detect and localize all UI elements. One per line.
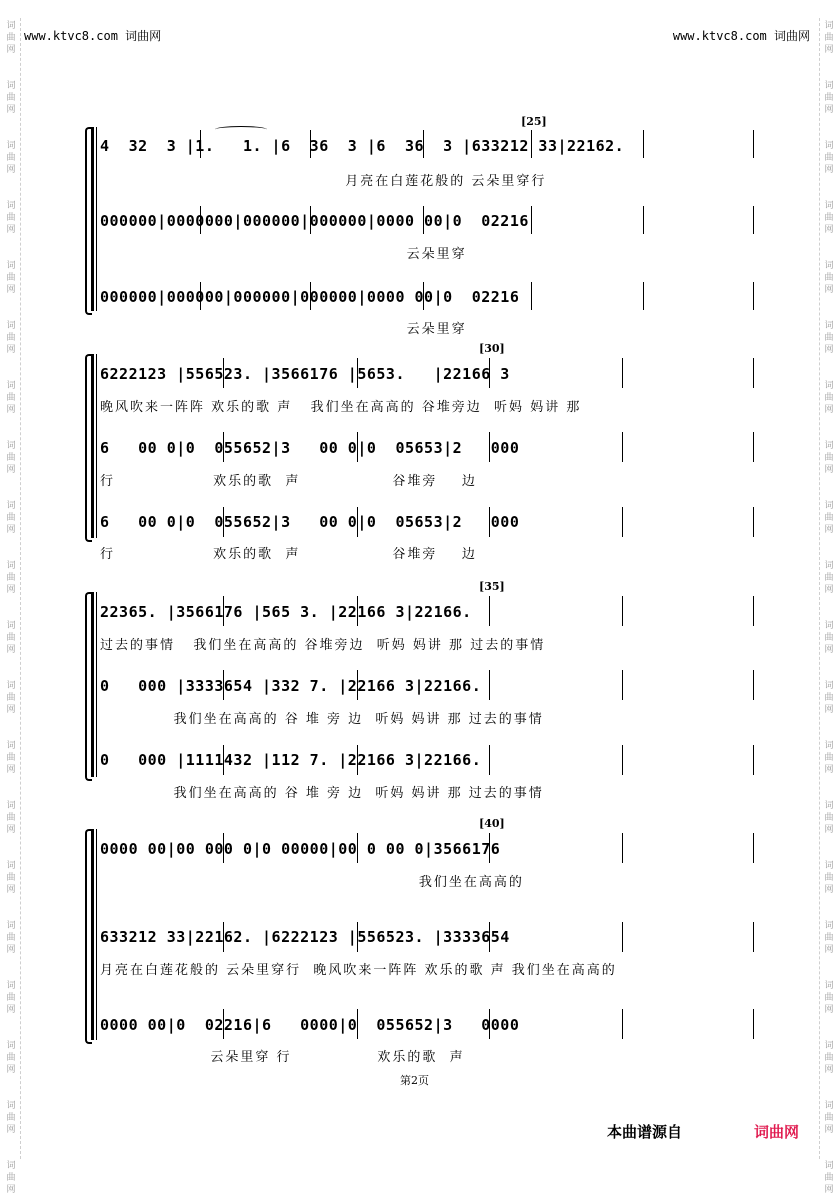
notation-line: 0000 00|00 000 0|0 00000|00 0 00 0|3566176 — [100, 840, 501, 858]
watermark-text: 词曲网 — [6, 1041, 16, 1075]
watermark-text: 词曲网 — [6, 321, 16, 355]
watermark-text: 词曲网 — [824, 561, 834, 595]
system-barline-thick — [91, 592, 94, 777]
site-header-right: www.ktvc8.com 词曲网 — [672, 29, 810, 43]
lyric-line: 行 欢乐的歌 声 谷堆旁 边 — [100, 547, 477, 562]
barline — [531, 206, 532, 234]
barline — [622, 670, 623, 700]
barline — [622, 358, 623, 388]
system-barline-thick — [91, 127, 94, 311]
barline — [622, 596, 623, 626]
watermark-text: 词曲网 — [824, 321, 834, 355]
measure-marker: [30] — [479, 342, 505, 355]
barline — [489, 596, 490, 626]
watermark-text: 词曲网 — [6, 801, 16, 835]
watermark-text: 词曲网 — [6, 21, 16, 55]
system-barline-thin — [96, 829, 97, 1040]
watermark-text: 词曲网 — [6, 621, 16, 655]
watermark-text: 词曲网 — [6, 921, 16, 955]
watermark-text: 词曲网 — [824, 21, 834, 55]
barline — [753, 358, 754, 388]
watermark-text: 词曲网 — [6, 981, 16, 1015]
measure-marker: [25] — [521, 115, 547, 128]
watermark-text: 词曲网 — [6, 1101, 16, 1135]
notation-line: 000000|0000000|000000|000000|0000 00|0 02216 — [100, 212, 529, 230]
barline — [643, 130, 644, 158]
watermark-text: 词曲网 — [824, 261, 834, 295]
watermark-text: 词曲网 — [6, 501, 16, 535]
watermark-text: 词曲网 — [824, 81, 834, 115]
barline — [753, 922, 754, 952]
barline — [753, 432, 754, 462]
barline — [489, 745, 490, 775]
notation-line: 22365. |3566176 |565 3. |22166 3|22166. — [100, 603, 472, 621]
barline — [531, 282, 532, 310]
watermark-column-right — [822, 20, 836, 1196]
watermark-text: 词曲网 — [6, 81, 16, 115]
lyric-line: 行 欢乐的歌 声 谷堆旁 边 — [100, 474, 477, 489]
watermark-text: 词曲网 — [6, 201, 16, 235]
notation-line: 6222123 |556523. |3566176 |5653. |22166 3 — [100, 365, 510, 383]
notation-line: 4 32 3 |1. 1. |6 36 3 |6 36 3 |633212 33|22162. — [100, 137, 625, 155]
lyric-line: 月亮在白莲花般的 云朵里穿行 — [100, 174, 547, 189]
barline — [622, 507, 623, 537]
watermark-text: 词曲网 — [824, 381, 834, 415]
brand-link[interactable]: 词曲网 — [754, 1123, 800, 1141]
watermark-text: 词曲网 — [6, 381, 16, 415]
watermark-text: 词曲网 — [824, 741, 834, 775]
system-barline-thick — [91, 354, 94, 538]
barline — [622, 432, 623, 462]
watermark-text: 词曲网 — [824, 1161, 834, 1195]
watermark-text: 词曲网 — [824, 141, 834, 175]
watermark-text: 词曲网 — [824, 981, 834, 1015]
source-label: 本曲谱源自 — [607, 1123, 683, 1141]
system-barline-thin — [96, 354, 97, 538]
watermark-text: 词曲网 — [6, 1161, 16, 1195]
notation-line: 6 00 0|0 055652|3 00 0|0 05653|2 000 — [100, 439, 520, 457]
lyric-line: 我们坐在高高的 谷 堆 旁 边 听妈 妈讲 那 过去的事情 — [100, 712, 544, 727]
barline — [622, 745, 623, 775]
watermark-text: 词曲网 — [824, 1041, 834, 1075]
watermark-text: 词曲网 — [824, 801, 834, 835]
measure-marker: [40] — [479, 817, 505, 830]
measure-marker: [35] — [479, 580, 505, 593]
system-barline-thin — [96, 127, 97, 311]
watermark-text: 词曲网 — [6, 861, 16, 895]
barline — [643, 206, 644, 234]
barline — [622, 833, 623, 863]
barline — [753, 507, 754, 537]
notation-line: 0 000 |3333654 |332 7. |22166 3|22166. — [100, 677, 482, 695]
lyric-line: 云朵里穿 行 欢乐的歌 声 — [100, 1050, 465, 1065]
watermark-text: 词曲网 — [824, 621, 834, 655]
notation-line: 0000 00|0 02216|6 0000|0 055652|3 0000 — [100, 1016, 520, 1034]
lyric-line: 云朵里穿 — [100, 322, 467, 337]
watermark-text: 词曲网 — [824, 861, 834, 895]
barline — [753, 206, 754, 234]
notation-line: 6 00 0|0 055652|3 00 0|0 05653|2 000 — [100, 513, 520, 531]
lyric-line: 过去的事情 我们坐在高高的 谷堆旁边 听妈 妈讲 那 过去的事情 — [100, 638, 546, 653]
lyric-line: 云朵里穿 — [100, 247, 467, 262]
system-barline-thick — [91, 829, 94, 1040]
margin-line-right — [819, 18, 820, 1159]
barline — [489, 670, 490, 700]
watermark-text: 词曲网 — [824, 681, 834, 715]
notation-line: 000000|000000|000000|000000|0000 00|0 02216 — [100, 288, 520, 306]
lyric-line: 我们坐在高高的 — [100, 875, 524, 890]
watermark-text: 词曲网 — [6, 681, 16, 715]
barline — [753, 670, 754, 700]
barline — [622, 1009, 623, 1039]
barline — [643, 282, 644, 310]
barline — [753, 833, 754, 863]
watermark-text: 词曲网 — [824, 201, 834, 235]
barline — [753, 130, 754, 158]
watermark-column-left — [4, 20, 18, 1196]
barline — [622, 922, 623, 952]
watermark-text: 词曲网 — [6, 261, 16, 295]
barline — [753, 1009, 754, 1039]
system-barline-thin — [96, 592, 97, 777]
tie-mark — [215, 126, 267, 133]
lyric-line: 我们坐在高高的 谷 堆 旁 边 听妈 妈讲 那 过去的事情 — [100, 786, 544, 801]
watermark-text: 词曲网 — [824, 1101, 834, 1135]
watermark-text: 词曲网 — [6, 561, 16, 595]
watermark-text: 词曲网 — [824, 921, 834, 955]
watermark-text: 词曲网 — [824, 501, 834, 535]
watermark-text: 词曲网 — [6, 141, 16, 175]
lyric-line: 月亮在白莲花般的 云朵里穿行 晚风吹来一阵阵 欢乐的歌 声 我们坐在高高的 — [100, 963, 617, 978]
barline — [753, 745, 754, 775]
watermark-text: 词曲网 — [6, 441, 16, 475]
barline — [753, 282, 754, 310]
barline — [753, 596, 754, 626]
watermark-text: 词曲网 — [824, 441, 834, 475]
margin-line-left — [20, 18, 21, 1159]
site-header-left: www.ktvc8.com 词曲网 — [24, 29, 162, 43]
notation-line: 633212 33|22162. |6222123 |556523. |3333654 — [100, 928, 510, 946]
page-number: 第2页 — [400, 1074, 429, 1087]
notation-line: 0 000 |1111432 |112 7. |22166 3|22166. — [100, 751, 482, 769]
lyric-line: 晚风吹来一阵阵 欢乐的歌 声 我们坐在高高的 谷堆旁边 听妈 妈讲 那 — [100, 400, 582, 415]
watermark-text: 词曲网 — [6, 741, 16, 775]
